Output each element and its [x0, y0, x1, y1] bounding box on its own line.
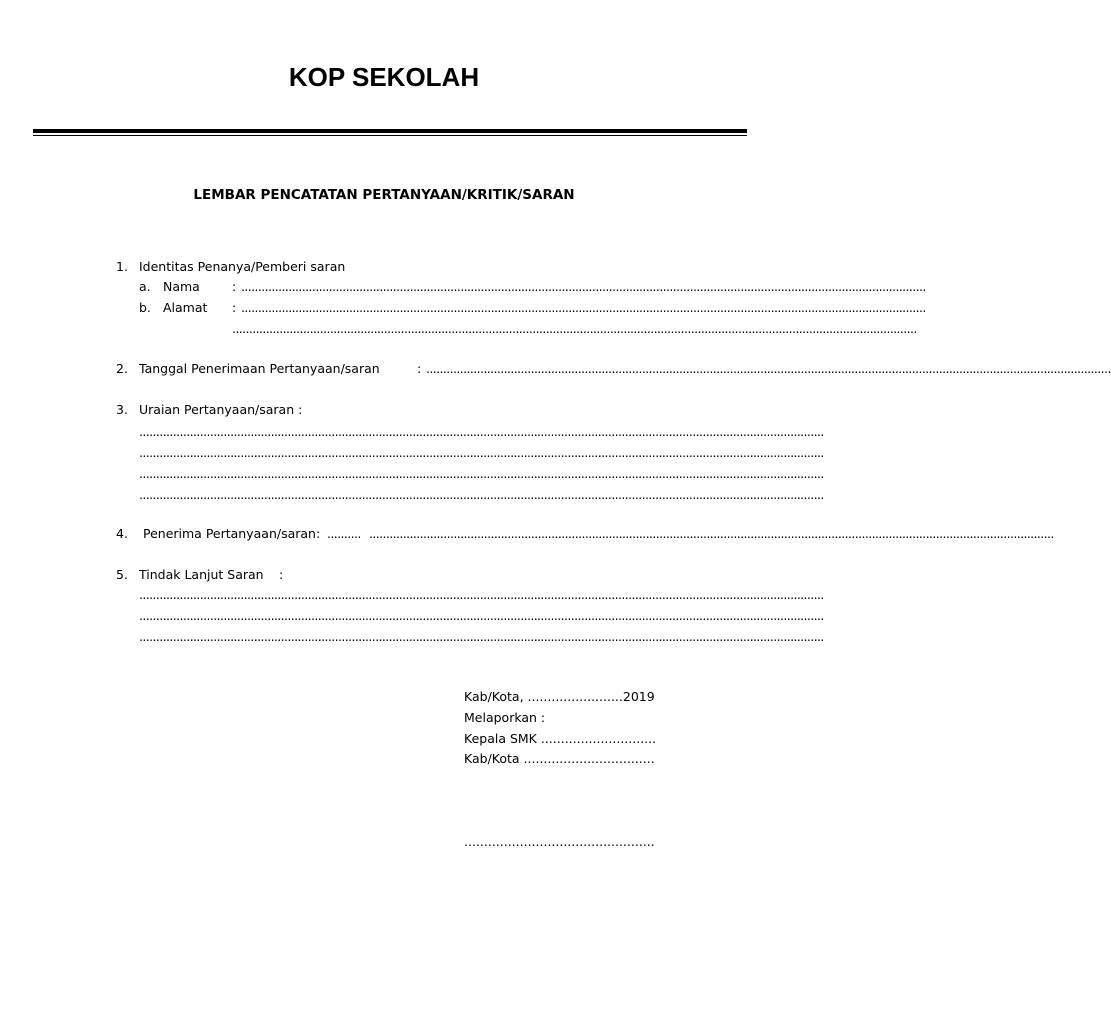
penerima-fill-line[interactable]: ........................................................................................................................................................................................................... [369, 526, 1054, 541]
alamat-fill-line[interactable]: ........................................................................................................................................................................................................... [241, 300, 926, 315]
section-2-number: 2. [116, 361, 128, 376]
header-rule-thick [33, 129, 747, 133]
uraian-fill-line-3[interactable]: ........................................................................................................................................................................................................... [139, 466, 824, 481]
nama-label: Nama [163, 279, 200, 294]
signature-date: Kab/Kota, ........................2019 [464, 689, 655, 704]
alamat-fill-line-2[interactable]: ........................................................................................................................................................................................................... [232, 321, 917, 336]
signature-kabkota: Kab/Kota ................................. [464, 751, 655, 766]
uraian-fill-line-4[interactable]: ........................................................................................................................................................................................................... [139, 487, 824, 502]
form-title: LEMBAR PENCATATAN PERTANYAAN/KRITIK/SARAN [193, 187, 575, 203]
signature-melaporkan: Melaporkan : [464, 710, 546, 725]
uraian-fill-line-1[interactable]: ........................................................................................................................................................................................................... [139, 424, 824, 439]
section-5-label: Tindak Lanjut Saran [139, 567, 264, 582]
tindak-fill-line-2[interactable]: ........................................................................................................................................................................................................... [139, 608, 824, 623]
nama-fill-line[interactable]: ........................................................................................................................................................................................................... [241, 279, 926, 294]
section-3-number: 3. [116, 402, 128, 417]
nama-letter: a. [139, 279, 151, 294]
nama-colon: : [232, 279, 237, 294]
section-3-label: Uraian Pertanyaan/saran : [139, 402, 303, 417]
tindak-fill-line-1[interactable]: ........................................................................................................................................................................................................... [139, 587, 824, 602]
section-4-number: 4. [116, 526, 128, 541]
signature-name-line[interactable]: ................................................ [464, 834, 655, 849]
alamat-label: Alamat [163, 300, 208, 315]
tindak-fill-line-3[interactable]: ........................................................................................................................................................................................................... [139, 629, 824, 644]
alamat-letter: b. [139, 300, 151, 315]
section-1-number: 1. [116, 259, 128, 274]
tanggal-colon: : [417, 361, 422, 376]
section-2-label: Tanggal Penerimaan Pertanyaan/saran [139, 361, 380, 376]
tindak-colon: : [279, 567, 284, 582]
penerima-short-fill[interactable]: .......... [327, 526, 361, 541]
signature-kepala-smk: Kepala SMK ............................. [464, 731, 657, 746]
tanggal-fill-line[interactable]: ........................................................................................................................................................................................................... [426, 361, 1111, 376]
section-1-label: Identitas Penanya/Pemberi saran [139, 259, 346, 274]
alamat-colon: : [232, 300, 237, 315]
section-4-label: Penerima Pertanyaan/saran: [143, 526, 321, 541]
header-rule-thin [33, 135, 747, 136]
kop-sekolah-heading: KOP SEKOLAH [288, 62, 480, 92]
section-5-number: 5. [116, 567, 128, 582]
uraian-fill-line-2[interactable]: ........................................................................................................................................................................................................... [139, 445, 824, 460]
